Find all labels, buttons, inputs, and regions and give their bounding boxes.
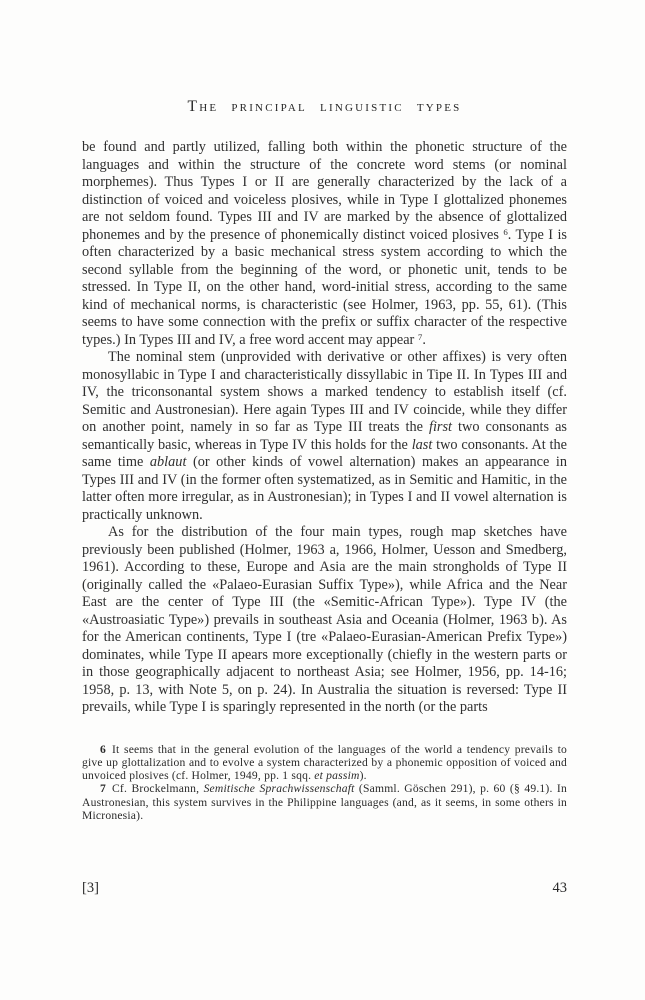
sheet-number: [3] <box>82 880 99 896</box>
page-number: 43 <box>552 880 567 896</box>
body-paragraph: be found and partly utilized, falling both within the phonetic structure of the languages and within the structure of the concrete word stems (or nominal morphemes). Thus Types I or II are generally characterized by the lack of a distinction of voiced and voiceless plosives, while in Type I glottalized phonemes are not seldom found. Types III and IV are marked by the absence of glottalized phonemes and by the presence of phonemically distinct voiced plosives $^6$. Type I is often characterized by a basic mechanical stress system according to which the second syllable from the beginning of the word, or phonetic unit, tends to be stressed. In Type II, on the other hand, word-initial stress, according to the same kind of mechanical norms, is characteristic (see Holmer, 1963, pp. 55, 61). (This seems to have some connection with the prefix or suffix character of the respective types.) In Types III and IV, a free word accent may appear $^7$. <box>82 139 567 348</box>
page-footer <box>82 880 567 897</box>
footnote: 7 Cf. Brockelmann, Semitische Sprachwissenschaft (Samml. Göschen 291), p. 60 (§ 49.1). In Austronesian, this system survives in the Philippine languages (and, as it seems, in some others in Micronesia). <box>82 782 567 822</box>
body-paragraph: The nominal stem (unprovided with derivative or other affixes) is very often monosyllabic in Type I and characteristically dissyllabic in Tipe II. In Types III and IV, the triconsonantal system shows a marked tendency to establish itself (cf. Semitic and Austronesian). Here again Types III and IV coincide, while they differ on another point, namely in so far as Type III treats the first two consonants as semantically basic, whereas in Type IV this holds for the last two consonants. At the same time ablaut (or other kinds of vowel alternation) makes an appearance in Types III and IV (in the former often systematized, as in Semitic and Hamitic, in the latter often more irregular, as in Austronesian); in Types I and II vowel alternation is practically unknown. <box>82 349 568 523</box>
page-title: The principal linguistic types <box>187 98 462 115</box>
footnotes-section <box>82 743 567 823</box>
body-paragraph: As for the distribution of the four main types, rough map sketches have previously been published (Holmer, 1963 a, 1966, Holmer, Uesson and Smedberg, 1961). According to these, Europe and Asia are the main strongholds of Type II (originally called the «Palaeo-Eurasian Suffix Type»), while Africa and the Near East are the center of Type III (the «Semitic-African Type»). Type IV (the «Austroasiatic Type») prevails in southeast Asia and Oceania (Holmer, 1963 b). As for the American continents, Type I (tre «Palaeo-Eurasian-American Prefix Type») dominates, while Type II apears more exceptionally (chiefly in the western parts or in those geographically adjacent to northeast Asia; see Holmer, 1956, pp. 14-16; 1958, p. 13, with Note 5, on p. 24). In Australia the situation is reversed: Type II prevails, while Type I is sparingly represented in the north (or the parts <box>82 524 567 715</box>
footnote: 6 It seems that in the general evolution of the languages of the world a tendency prevails to give up glottalization and to evolve a system characterized by a phonemic opposition of voiced and unvoiced plosives (cf. Holmer, 1949, pp. 1 sqq. et passim). <box>82 742 567 783</box>
body-text <box>82 139 567 717</box>
